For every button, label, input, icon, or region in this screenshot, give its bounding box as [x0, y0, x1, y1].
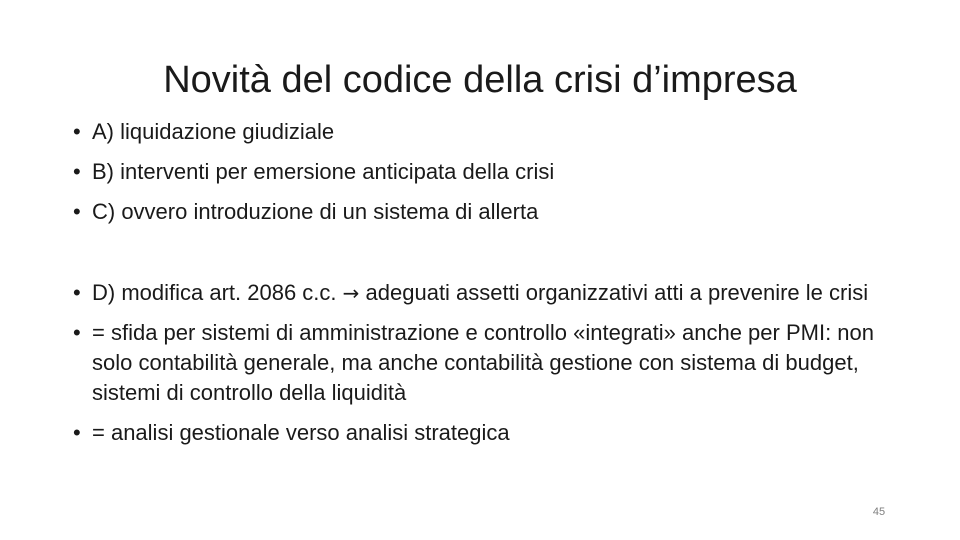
bullet-item-modifica-art — [73, 278, 893, 308]
bullet-text: B) interventi per emersione anticipata della crisi — [92, 159, 555, 184]
bullet-text-after-arrow: adeguati assetti organizzativi atti a prevenire le crisi — [359, 280, 869, 305]
bullet-dot-icon: • — [73, 420, 81, 445]
bullet-item-allerta — [73, 197, 893, 227]
bullet-item-analisi — [73, 418, 893, 448]
bullet-dot-icon: • — [73, 280, 81, 305]
bullet-dot-icon: • — [73, 320, 81, 345]
bullet-item-interventi — [73, 157, 893, 187]
bullet-text: C) ovvero introduzione di un sistema di allerta — [92, 199, 539, 224]
page-number: 45 — [872, 506, 886, 518]
bullet-list-primary — [73, 117, 893, 237]
bullet-dot-icon: • — [73, 119, 81, 144]
bullet-dot-icon: • — [73, 199, 81, 224]
bullet-list-secondary — [73, 278, 893, 458]
bullet-item-liquidazione — [73, 117, 893, 147]
bullet-dot-icon: • — [73, 159, 81, 184]
bullet-text: = sfida per sistemi di amministrazione e controllo «integrati» anche per PMI: non solo contabilità generale, ma anche contabilità gestione con sistema di budget, sistemi di controllo della liquidità — [92, 320, 874, 405]
bullet-text: = analisi gestionale verso analisi strategica — [92, 420, 510, 445]
bullet-text-before-arrow: D) modifica art. 2086 c.c. — [92, 280, 343, 305]
bullet-item-sfida — [73, 318, 893, 408]
bullet-text — [92, 280, 868, 305]
arrow-right-icon: → — [342, 281, 360, 305]
bullet-text: A) liquidazione giudiziale — [92, 119, 335, 144]
slide-title: Novità del codice della crisi d’impresa — [163, 59, 797, 101]
